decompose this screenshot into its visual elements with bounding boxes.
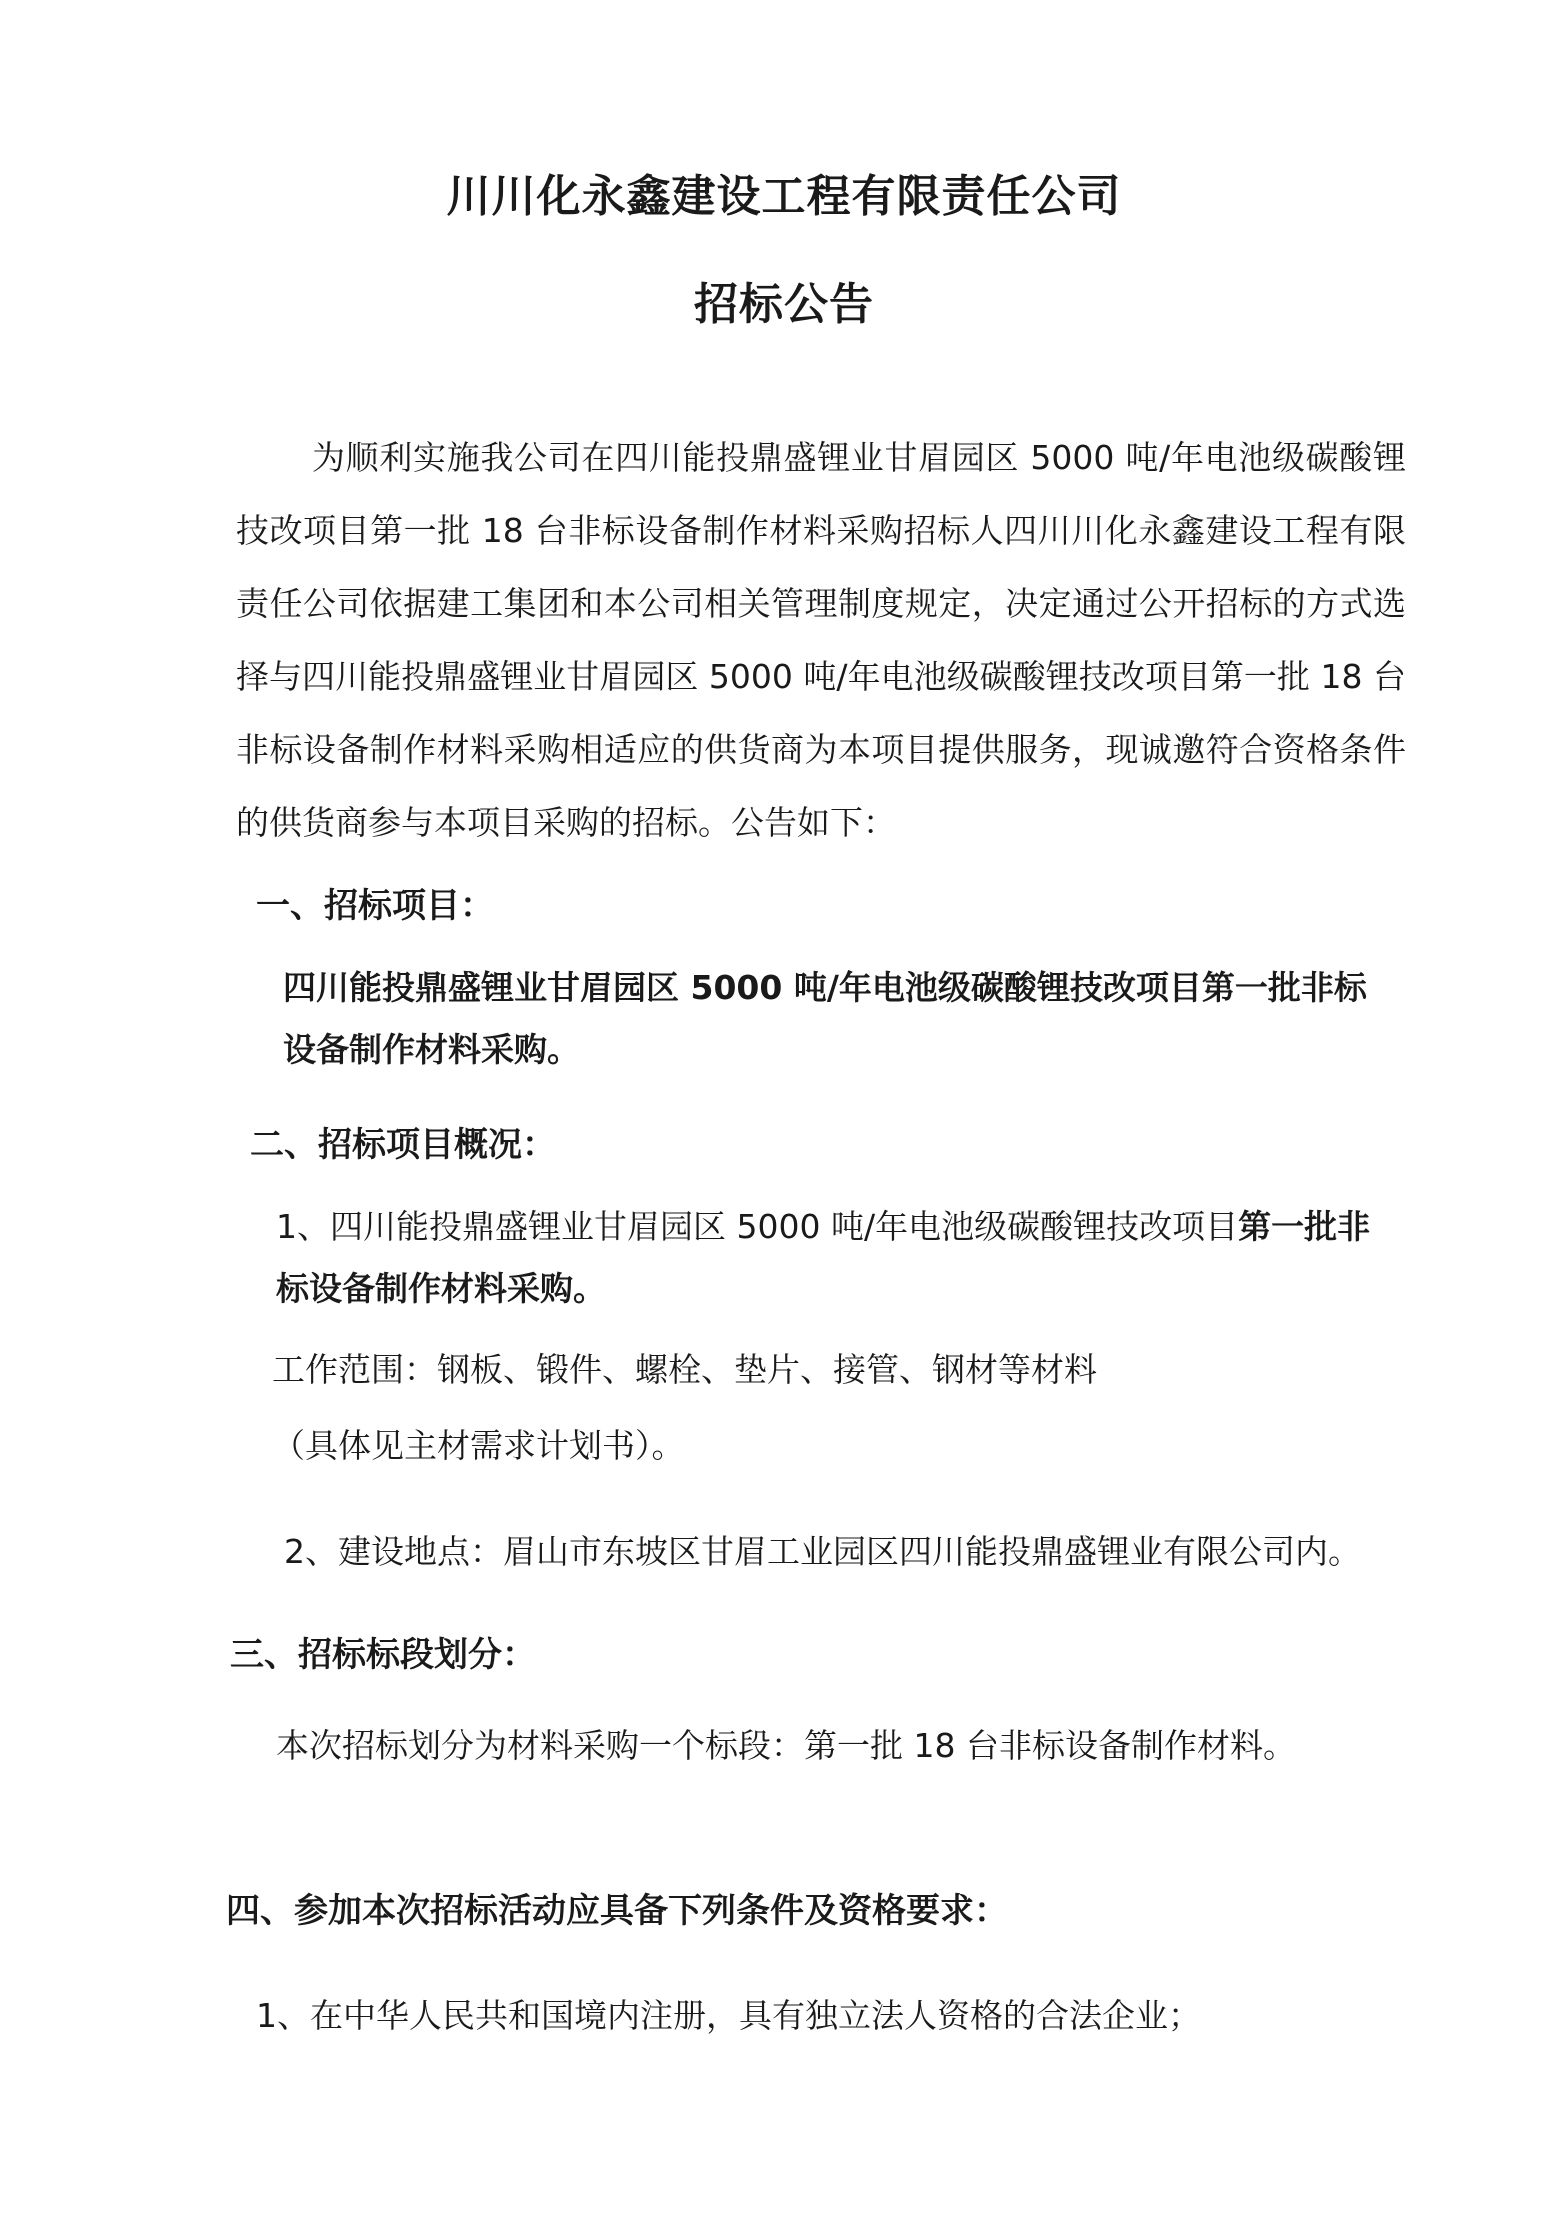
section-2-item-1-bold-text: 第一批非标设备制作材料采购。 [276, 1207, 1371, 1308]
work-scope-note: （具体见主材需求计划书）。 [272, 1426, 685, 1465]
intro-paragraph: 为顺利实施我公司在四川能投鼎盛锂业甘眉园区 5000 吨/年电池级碳酸锂技改项目第一批 18 台非标设备制作材料采购招标人四川川化永鑫建设工程有限责任公司依据建工集团和本公司相关管理制度规定，决定通过公开招标的方式选择与四川能投鼎盛锂业甘眉园区 5000 吨/年电池级碳酸锂技改项目第一批 18 台非标设备制作材料采购相适应的供货商为本项目提供服务，现诚邀符合资格条件的供货商参与本项目采购的招标。公告如下： [236, 438, 1406, 842]
section-1-body: 四川能投鼎盛锂业甘眉园区 5000 吨/年电池级碳酸锂技改项目第一批非标设备制作材料采购。 [283, 968, 1367, 1069]
section-4-item-1: 1、在中华人民共和国境内注册，具有独立法人资格的合法企业； [256, 1996, 1201, 2035]
section-3-heading: 三、招标标段划分： [230, 1635, 536, 1675]
section-2-heading: 二、招标项目概况： [250, 1125, 556, 1165]
work-scope: 工作范围：钢板、锻件、螺栓、垫片、接管、钢材等材料 [272, 1350, 1097, 1389]
section-2-item-1 [276, 1196, 1396, 1320]
section-4-heading: 四、参加本次招标活动应具备下列条件及资格要求： [226, 1891, 1008, 1931]
section-2-item-2: 2、建设地点：眉山市东坡区甘眉工业园区四川能投鼎盛锂业有限公司内。 [284, 1532, 1361, 1571]
section-1-heading: 一、招标项目： [256, 886, 494, 926]
section-3-body: 本次招标划分为材料采购一个标段：第一批 18 台非标设备制作材料。 [276, 1726, 1296, 1765]
company-title: 川川化永鑫建设工程有限责任公司 [446, 171, 1122, 222]
section-2-item-1-text: 1、四川能投鼎盛锂业甘眉园区 5000 吨/年电池级碳酸锂技改项目 [276, 1207, 1239, 1246]
document-title: 招标公告 [694, 279, 874, 330]
